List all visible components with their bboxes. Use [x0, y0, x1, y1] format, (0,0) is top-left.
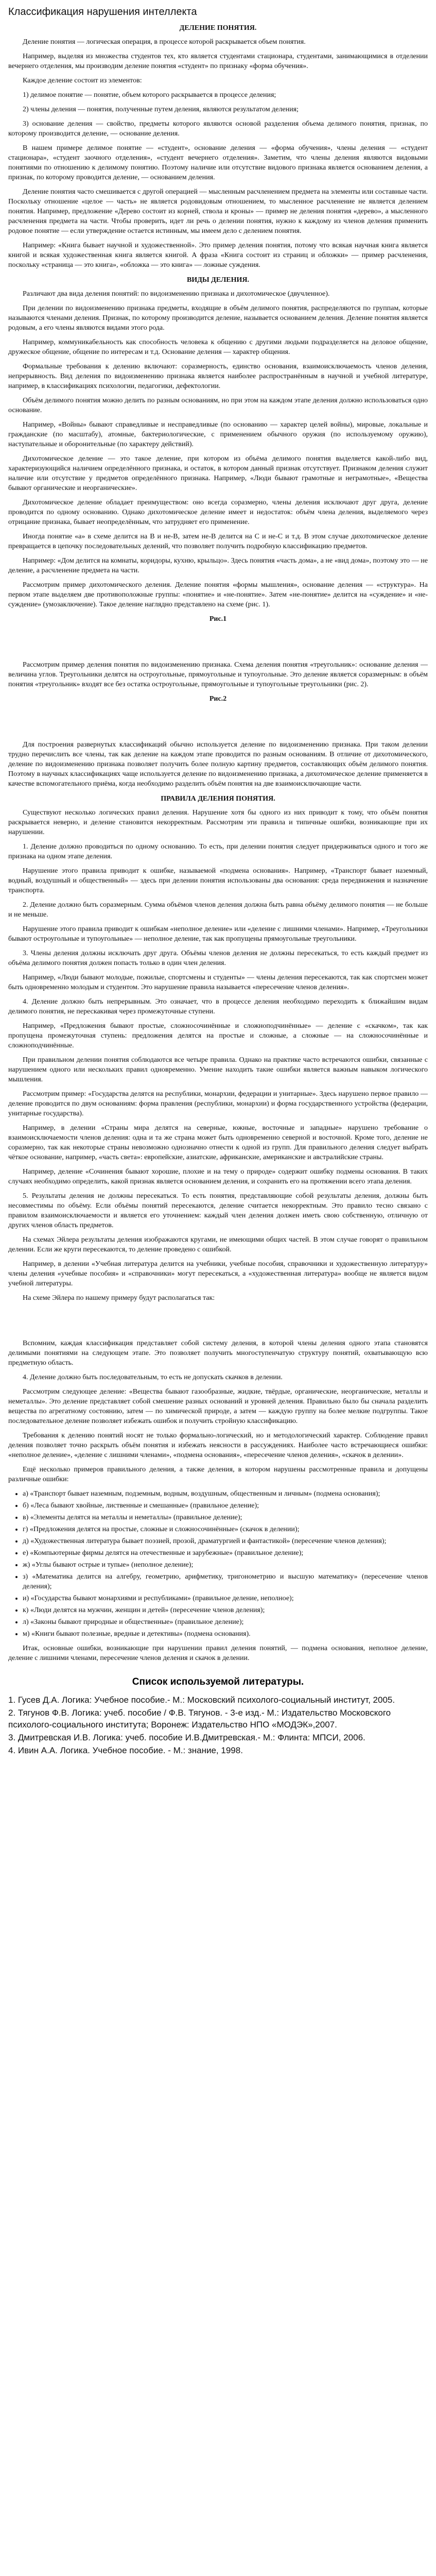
page-title: Классификация нарушения интеллекта — [8, 6, 197, 18]
paragraph: Деление понятия часто смешивается с другой операцией — мысленным расчленением предмета на элементы или составные части. Поскольку отношение «целое — часть» не является родовидовым отношением, то мысленное расчленение не является делением понятия. Например, предложение «Дерево состоит из корней, ствола и кроны» — пример не деления понятия «дерево», а мысленного расчленения предмета на части. Чтобы проверить, идет ли речь о делении понятия, нужно к каждому из членов деления применить родовое понятие — если утверждение остается истинным, мы имеем дело с делением понятия. — [8, 188, 428, 235]
list-item: • з) «Математика делится на алгебру, геометрию, арифметику, тригонометрию и высшую математику» (пересечение членов деления); — [23, 1572, 428, 1591]
paragraph: Итак, основные ошибки, возникающие при нарушении правил деления понятий, — подмена основания, неполное деление, деление с лишними членами, пересечение членов деления и скачок в делении. — [8, 1645, 428, 1662]
figure-caption: Рис.2 — [209, 695, 227, 703]
paragraph: Рассмотрим пример: «Государства делятся на республики, монархии, федерации и унитарные». Здесь нарушено первое правило — деление проводится по двум основаниям: форма правления (республики, монархии) и форма государственного устройства (федерации, унитарные государства). — [8, 1090, 428, 1117]
paragraph: 3. Члены деления должны исключать друг друга. Объёмы членов деления не должны пересекаться, то есть каждый предмет из объёма делимого понятия должен попасть только в один член деления. — [8, 950, 428, 967]
diagram-placeholder — [8, 1308, 428, 1338]
paragraph: Формальные требования к делению включают: соразмерность, единство основания, взаимоисключаемость членов деления, непрерывность. Вид деления по видоизменению признака является наиболее распространённым в научной и учебной литературе, например, в классификациях психологии, педагогики, дефектологии. — [8, 363, 428, 390]
paragraph: 3) основание деления — свойство, предметы которого являются основой разделения объема делимого понятия, признак, по которому производится деление, — основание деления. — [8, 120, 428, 138]
paragraph: 4. Деление должно быть непрерывным. Это означает, что в процессе деления необходимо переходить к ближайшим видам делимого понятия, не перескакивая через промежуточные ступени. — [8, 998, 428, 1015]
list-item: • в) «Элементы делятся на металлы и неметаллы» (правильное деление); — [23, 1513, 428, 1522]
paragraph: 4. Деление должно быть последовательным, то есть не допускать скачков в делении. — [23, 1374, 283, 1381]
section-heading: ДЕЛЕНИЕ ПОНЯТИЯ. — [179, 24, 257, 32]
paragraph: Ещё несколько примеров правильного деления, а также деления, в котором нарушены рассмотренные правила и допущены различные ошибки: — [8, 1466, 428, 1483]
paragraph: Рассмотрим следующее деление: «Вещества бывают газообразные, жидкие, твёрдые, органические, неорганические, металлы и неметаллы». Это деление представляет собой смешение разных оснований и уровней деления. Правильно было бы сначала разделить вещества по агрегатному состоянию, затем — по химической природе, а затем — каждую группу на более мелкие подгруппы. Такое последовательное деление позволяет избежать ошибок и получить стройную классификацию. — [8, 1388, 428, 1425]
paragraph: Объём делимого понятия можно делить по разным основаниям, но при этом на каждом этапе деления должно использоваться одно основание. — [8, 397, 428, 414]
paragraph: Вспомним, каждая классификация представляет собой систему деления, в которой члены деления одного этапа становятся делимыми понятиями на следующем этапе. Это позволяет получить многоступенчатую структуру понятий, охватывающую всю предметную область. — [8, 1340, 428, 1367]
paragraph: 5. Результаты деления не должны пересекаться. То есть понятия, представляющие собой результаты деления, должны быть несовместимы по объёму. Если объёмы понятий пересекаются, деление считается некорректным. Это правило тесно связано с правилом взаимоисключаемости и является его уточнением: каждый член деления должен иметь свою собственную, отличную от других членов область предметов. — [8, 1192, 428, 1229]
literature-item: 1. Гусев Д.А. Логика: Учебное пособие.- М.: Московский психолого-социальный институт, 2005. — [8, 1695, 395, 1705]
paragraph: При правильном делении понятия соблюдаются все четыре правила. Однако на практике часто встречаются ошибки, связанные с нарушением одного или нескольких правил одновременно. Умение находить такие ошибки является важным навыком логического мышления. — [8, 1056, 428, 1083]
paragraph: 1) делимое понятие — понятие, объем которого раскрывается в процессе деления; — [23, 91, 276, 99]
paragraph: Например, «Предложения бывают простые, сложносочинённые и сложноподчинённые» — деление с «скачком», так как пропущена промежуточная ступень: предложения делятся на простые и сложные, а сложные — на сложносочинённые и сложноподчинённые. — [8, 1022, 428, 1049]
list-item: • л) «Законы бывают природные и общественные» (правильное деление); — [23, 1617, 428, 1627]
paragraph: В нашем примере делимое понятие — «студент», основание деления — «форма обучения», члены деления — «студент стационара», «студент заочного отделения», «студент вечернего отделения». Заметим, что члены деления являются видовыми понятиями по отношению к делимому понятию. Поэтому наличие или отсутствие видового признака является основанием деления, а признак, по которому проводится деление, — основанием деления. — [8, 144, 428, 181]
paragraph: 1. Деление должно проводиться по одному основанию. То есть, при делении понятия следует придерживаться одного и того же признака на одном этапе деления. — [8, 843, 428, 860]
paragraph: 2. Деление должно быть соразмерным. Сумма объёмов членов деления должна быть равна объёму делимого понятия — не больше и не меньше. — [8, 901, 428, 919]
paragraph: Требования к делению понятий носят не только формально-логический, но и методологический характер. Соблюдение правил деления позволяет точно раскрыть объём понятия и избежать неясности в рассуждениях. Наиболее часто встречающиеся ошибки: «неполное деление», «деление с лишними членами», «подмена основания», «пересечение членов деления», «скачок в делении». — [8, 1432, 428, 1459]
paragraph: Например, в делении «Учебная литература делится на учебники, учебные пособия, справочники и художественную литературу» члены деления «учебные пособия» и «справочники» могут пересекаться, а «художественная литература» вообще не является видом учебной литературы. — [8, 1260, 428, 1287]
literature-item: 4. Ивин А.А. Логика. Учебное пособие. - М.: знание, 1998. — [8, 1745, 243, 1755]
list-item: • к) «Люди делятся на мужчин, женщин и детей» (пересечение членов деления); — [23, 1605, 428, 1615]
paragraph: 2) члены деления — понятия, полученные путем деления, являются результатом деления; — [23, 106, 299, 113]
paragraph: Например: «Книга бывает научной и художественной». Это пример деления понятия, потому что всякая научная книга является книгой и всякая художественная книга является книгой. А фраза «Книга состоит из страниц и обложки» — пример расчленения, поскольку «страница — это книга», «обложка — это книга» — ложные суждения. — [8, 242, 428, 269]
list-item: • м) «Книги бывают полезные, вредные и детективы» (подмена основания). — [23, 1629, 428, 1639]
paragraph: На схемах Эйлера результаты деления изображаются кругами, не имеющими общих частей. В этом случае говорят о правильном делении. Если же круги пересекаются, то деление проведено с ошибкой. — [8, 1236, 428, 1253]
paragraph: При делении по видоизменению признака предметы, входящие в объём делимого понятия, распределяются по группам, которые называются членами деления. Признак, по которому производится деление, называется основанием деления. Деление понятия является родовым, а его члены являются видами этого рода. — [8, 304, 428, 332]
list-item: • а) «Транспорт бывает наземным, подземным, водным, воздушным, общественным и личным» (подмена основания); — [23, 1489, 428, 1499]
paragraph: Рассмотрим пример деления понятия по видоизменению признака. Схема деления понятия «треугольник»: основание деления — величина углов. Треугольники делятся на остроугольные, прямоугольные и тупоугольные. Это деление является соразмерным: в объём понятия «треугольник» входят все без остатка остроугольные, прямоугольные и тупоугольные треугольники (рис. 2). — [8, 661, 428, 688]
document-body — [8, 23, 428, 1663]
literature-title: Список используемой литературы. — [132, 1676, 304, 1687]
paragraph: Существуют несколько логических правил деления. Нарушение хотя бы одного из них приводит к тому, что объём понятия раскрывается неверно, и деление становится некорректным. Рассмотрим эти правила и типичные ошибки, возникающие при их нарушении. — [8, 809, 428, 836]
paragraph: Например, выделяя из множества студентов тех, кто является студентами стационара, студентами, занимающимися в отделении вечернего отделения, мы производим деление понятия «студент» по признаку «форма обучения». — [8, 53, 428, 70]
paragraph: Каждое деление состоит из элементов: — [23, 77, 142, 84]
section-heading: ПРАВИЛА ДЕЛЕНИЯ ПОНЯТИЯ. — [161, 795, 275, 803]
paragraph: Деление понятия — логическая операция, в процессе которой раскрывается объем понятия. — [23, 38, 306, 46]
figure-caption: Рис.1 — [209, 615, 227, 623]
paragraph: Например, деление «Сочинения бывают хорошие, плохие и на тему о природе» содержит ошибку подмены основания. В таких случаях необходимо определить, какой признак является основанием деления, и сохранить его на протяжении всего этапа деления. — [8, 1168, 428, 1185]
paragraph: Для построения развернутых классификаций обычно используется деление по видоизменению признака. При таком делении трудно перечислить все члены, так как деление на каждом этапе проводится по разным основаниям. В отличие от дихотомического, деление по видоизменению признака позволяет получить более полную картину предметов, составляющих объём делимого понятия. Поэтому в научных классификациях чаще используется деление по видоизменению признака, а дихотомическое деление применяется в качестве вспомогательного приёма, когда необходимо разделить объём понятия на две взаимоисключающие части. — [8, 741, 428, 788]
literature-item: 2. Тягунов Ф.В. Логика: учеб. пособие / Ф.В. Тягунов. - 3-е изд.- М.: Издательство Московского психолого-социального института; Воронеж: Издательство НПО «МОДЭК»,2007. — [8, 1708, 391, 1730]
paragraph: Различают два вида деления понятий: по видоизменению признака и дихотомическое (двучленное). — [23, 290, 330, 298]
list-item: • ж) «Углы бывают острые и тупые» (неполное деление); — [23, 1560, 428, 1570]
literature-list — [8, 1694, 428, 1756]
paragraph: Иногда понятие «а» в схеме делится на В и не-В, затем не-В делится на С и не-С и т.д. В этом случае дихотомическое деление превращается в цепочку последовательных делений, что позволяет получить подробную классификацию предметов. — [8, 533, 428, 550]
list-item: • д) «Художественная литература бывает поэзией, прозой, драматургией и фантастикой» (пересечение членов деления); — [23, 1536, 428, 1546]
paragraph: Например, в делении «Страны мира делятся на северные, южные, восточные и западные» нарушено требование о взаимоисключаемости членов деления: одна и та же страна может быть одновременно северной и восточной. Кроме того, деление не соразмерно, так как некоторые страны невозможно однозначно отнести к одной из групп. Для правильного деления следует выбрать чёткое основание, например, «часть света»: европейские, азиатские, африканские, американские и австралийские страны. — [8, 1124, 428, 1161]
list-item: • б) «Леса бывают хвойные, лиственные и смешанные» (правильное деление); — [23, 1501, 428, 1511]
list-item: • и) «Государства бывают монархиями и республиками» (правильное деление, неполное); — [23, 1594, 428, 1603]
paragraph: Например, коммуникабельность как способность человека к общению с другими людьми подразделяется на деловое общение, дружеское общение, общение по интересам и т.д. Основание деления — характер общения. — [8, 338, 428, 356]
literature-item: 3. Дмитревская И.В. Логика: учеб. пособие И.В.Дмитревская.- М.: Флинта: МПСИ, 2006. — [8, 1733, 365, 1742]
paragraph: Дихотомическое деление обладает преимуществом: оно всегда соразмерно, члены деления исключают друг друга, деление проводится по одному основанию. Однако дихотомическое деление имеет и недостаток: объём члена деления, выделяемого через отрицание признака, бывает неопределённым, что затрудняет его применение. — [8, 499, 428, 526]
paragraph: Например, «Люди бывают молодые, пожилые, спортсмены и студенты» — члены деления пересекаются, так как спортсмен может быть одновременно молодым и студентом. Это нарушение правила называется «пересечение членов деления». — [8, 974, 428, 991]
paragraph: Нарушение этого правила приводит к ошибке, называемой «подмена основания». Например, «Транспорт бывает наземный, водный, воздушный и общественный» — здесь при делении понятия использованы два основания: среда передвижения и назначение транспорта. — [8, 867, 428, 894]
paragraph: Например: «Дом делится на комнаты, коридоры, кухню, крыльцо». Здесь понятия «часть дома», а не «вид дома», поэтому это — не деление, а расчленение предмета на части. — [8, 557, 428, 574]
paragraph: Нарушение этого правила приводит к ошибкам «неполное деление» или «деление с лишними членами». Например, «Треугольники бывают остроугольные и тупоугольные» — неполное деление, так как пропущены прямоугольные треугольники. — [8, 925, 428, 943]
list-item: • г) «Предложения делятся на простые, сложные и сложносочинённые» (скачок в делении); — [23, 1524, 428, 1534]
paragraph: Например, «Войны» бывают справедливые и несправедливые (по основанию — характер целей войны), мировые, локальные и гражданские (по масштабу), атомные, бактериологические, с применением обычного оружия (по используемому оружию), наступательные и оборонительные (по характеру действий). — [8, 421, 428, 448]
section-heading: ВИДЫ ДЕЛЕНИЯ. — [186, 276, 250, 284]
paragraph: Дихотомическое деление — это такое деление, при котором из объёма делимого понятия выделяется какой-либо вид, характеризующийся наличием определённого признака, и остаток, в котором данный признак отсутствует. Признаком деления служит наличие или отсутствие у предметов определённого признака. Например, «Люди бывают грамотные и неграмотные», «Вещества бывают органические и неорганические». — [8, 455, 428, 492]
list-item: • е) «Компьютерные фирмы делятся на отечественные и зарубежные» (правильное деление); — [23, 1548, 428, 1558]
paragraph: Рассмотрим пример дихотомического деления. Деление понятия «формы мышления», основание деления — «структура». На первом этапе выделяем две противоположные группы: «понятие» и «не-понятие». Затем «не-понятие» делится на «суждение» и «не-суждение» (умозаключение). Такое деление наглядно представлено на схеме (рис. 1). — [8, 581, 428, 608]
paragraph: На схеме Эйлера по нашему примеру будут располагаться так: — [23, 1294, 215, 1302]
example-list — [8, 1489, 428, 1639]
